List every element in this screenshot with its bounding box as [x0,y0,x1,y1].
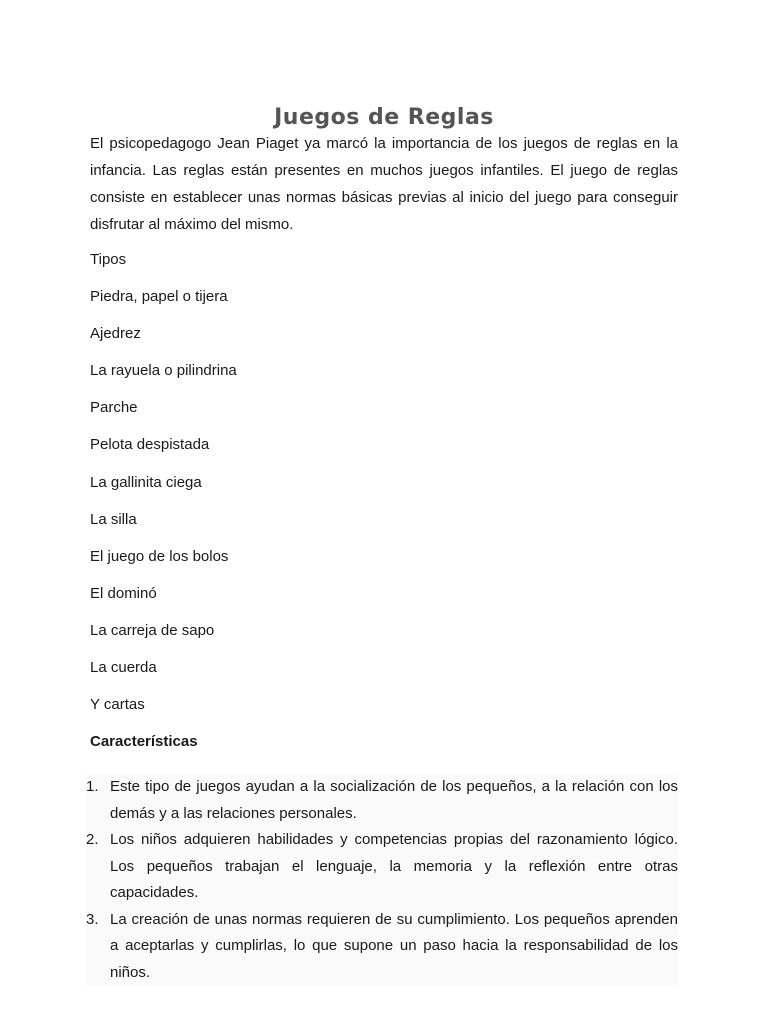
feature-item [86,827,678,907]
list-item: Tipos [90,251,127,268]
feature-number: 1. [86,778,99,795]
list-item: La carreja de sapo [90,621,215,639]
page-title: Juegos de Reglas [274,104,494,130]
feature-item [86,907,678,987]
list-item: Parche [90,399,138,417]
list-item: Pelota despistada [90,436,210,454]
intro-paragraph: El psicopedagogo Jean Piaget ya marcó la importancia de los juegos de reglas en la infancia. Las reglas están presentes en muchos juegos infantiles. El juego de reglas consiste en establecer unas normas básicas previas al inicio del juego para conseguir disfrutar al máximo del mismo. [90,135,678,233]
list-item: La rayuela o pilindrina [90,362,237,380]
feature-text: Los niños adquieren habilidades y competencias propias del razonamiento lógico. Los pequeños trabajan el lenguaje, la memoria y la reflexión entre otras capacidades. [110,831,678,901]
list-item: Y cartas [90,696,145,714]
features-heading: Características [90,733,198,750]
feature-number: 3. [86,910,99,928]
list-item: El dominó [90,584,157,602]
list-item: El juego de los bolos [90,547,229,565]
feature-number: 2. [86,831,99,848]
feature-text: Este tipo de juegos ayudan a la socialización de los pequeños, a la relación con los demás y a las relaciones personales. [110,778,678,822]
games-list [90,250,678,732]
feature-text: La creación de unas normas requieren de su cumplimiento. Los pequeños aprenden a aceptarlas y cumplirlas, lo que supone un paso hacia la responsabilidad de los niños. [110,910,678,981]
list-item: La gallinita ciega [90,473,202,491]
list-item: Ajedrez [90,325,141,343]
features-list [86,774,678,986]
list-item: Piedra, papel o tijera [90,288,228,306]
feature-item [86,774,678,827]
list-item: La silla [90,510,137,528]
list-item: La cuerda [90,659,157,677]
